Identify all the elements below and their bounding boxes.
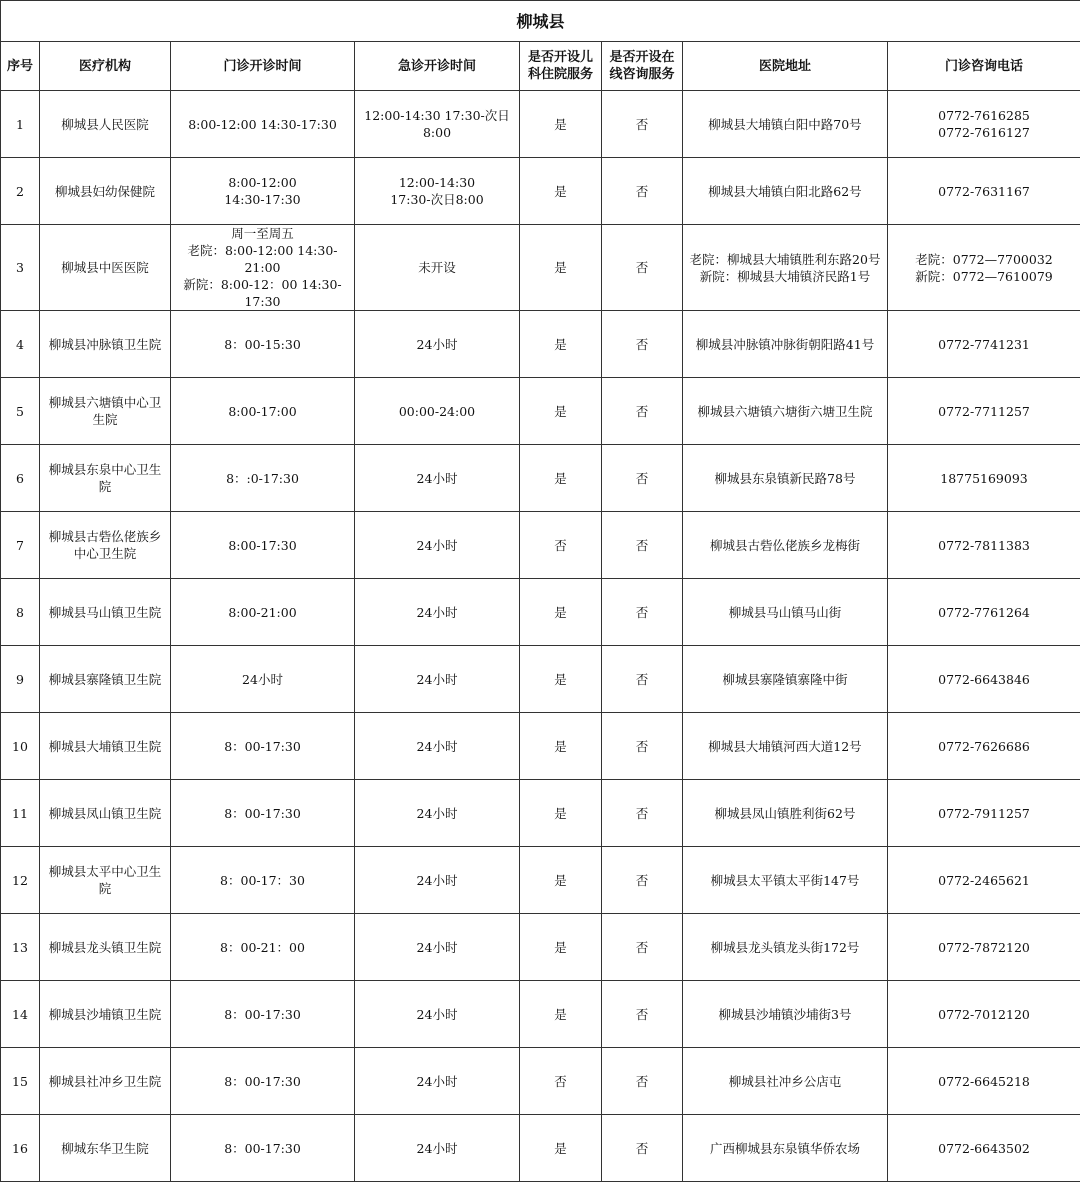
cell-pediatric-inpatient: 是	[520, 225, 602, 311]
table-row	[1, 1115, 1080, 1182]
cell-institution: 柳城县人民医院	[40, 91, 171, 158]
cell-online-consult: 否	[602, 981, 683, 1048]
cell-seq: 15	[1, 1048, 40, 1115]
cell-seq: 6	[1, 445, 40, 512]
table-row	[1, 311, 1080, 378]
cell-emergency-hours: 24小时	[355, 1048, 520, 1115]
cell-outpatient-hours: 8:00-12:00 14:30-17:30	[171, 91, 355, 158]
cell-online-consult: 否	[602, 512, 683, 579]
cell-online-consult: 否	[602, 158, 683, 225]
cell-online-consult: 否	[602, 311, 683, 378]
cell-address: 柳城县龙头镇龙头街172号	[683, 914, 888, 981]
cell-outpatient-hours: 8:00-21:00	[171, 579, 355, 646]
cell-emergency-hours: 24小时	[355, 512, 520, 579]
cell-phone: 0772-7616285 0772-7616127	[888, 91, 1080, 158]
cell-emergency-hours: 24小时	[355, 780, 520, 847]
cell-seq: 3	[1, 225, 40, 311]
cell-institution: 柳城县社冲乡卫生院	[40, 1048, 171, 1115]
table-body	[1, 91, 1080, 1182]
cell-seq: 14	[1, 981, 40, 1048]
cell-outpatient-hours: 8：00-17:30	[171, 1048, 355, 1115]
cell-address: 柳城县太平镇太平街147号	[683, 847, 888, 914]
cell-emergency-hours: 24小时	[355, 445, 520, 512]
table-row	[1, 847, 1080, 914]
cell-seq: 10	[1, 713, 40, 780]
cell-institution: 柳城县龙头镇卫生院	[40, 914, 171, 981]
cell-online-consult: 否	[602, 646, 683, 713]
cell-seq: 16	[1, 1115, 40, 1182]
cell-seq: 9	[1, 646, 40, 713]
cell-pediatric-inpatient: 是	[520, 378, 602, 445]
cell-phone: 0772-7761264	[888, 579, 1080, 646]
cell-phone: 18775169093	[888, 445, 1080, 512]
cell-address: 柳城县马山镇马山街	[683, 579, 888, 646]
cell-outpatient-hours: 8：00-17:30	[171, 981, 355, 1048]
cell-seq: 13	[1, 914, 40, 981]
cell-seq: 11	[1, 780, 40, 847]
cell-pediatric-inpatient: 是	[520, 579, 602, 646]
cell-emergency-hours: 24小时	[355, 646, 520, 713]
cell-emergency-hours: 24小时	[355, 981, 520, 1048]
header-row	[1, 42, 1080, 91]
cell-pediatric-inpatient: 是	[520, 1115, 602, 1182]
cell-phone: 0772-7811383	[888, 512, 1080, 579]
header-phone: 门诊咨询电话	[888, 42, 1080, 91]
cell-seq: 8	[1, 579, 40, 646]
cell-pediatric-inpatient: 是	[520, 914, 602, 981]
table-row	[1, 1048, 1080, 1115]
table-title: 柳城县	[1, 1, 1080, 42]
cell-online-consult: 否	[602, 91, 683, 158]
header-institution: 医疗机构	[40, 42, 171, 91]
cell-outpatient-hours: 8：00-15:30	[171, 311, 355, 378]
cell-seq: 5	[1, 378, 40, 445]
cell-institution: 柳城县大埔镇卫生院	[40, 713, 171, 780]
cell-phone: 0772-7911257	[888, 780, 1080, 847]
table-row	[1, 91, 1080, 158]
cell-phone: 0772-6643846	[888, 646, 1080, 713]
cell-seq: 7	[1, 512, 40, 579]
table-row	[1, 225, 1080, 311]
table-row	[1, 579, 1080, 646]
cell-phone: 老院：0772—7700032 新院：0772—7610079	[888, 225, 1080, 311]
cell-emergency-hours: 24小时	[355, 713, 520, 780]
cell-online-consult: 否	[602, 780, 683, 847]
cell-online-consult: 否	[602, 225, 683, 311]
cell-emergency-hours: 00:00-24:00	[355, 378, 520, 445]
cell-seq: 2	[1, 158, 40, 225]
cell-pediatric-inpatient: 是	[520, 91, 602, 158]
cell-outpatient-hours: 24小时	[171, 646, 355, 713]
cell-institution: 柳城县东泉中心卫生 院	[40, 445, 171, 512]
header-address: 医院地址	[683, 42, 888, 91]
cell-phone: 0772-7631167	[888, 158, 1080, 225]
cell-address: 柳城县寨隆镇寨隆中街	[683, 646, 888, 713]
cell-outpatient-hours: 周一至周五 老院：8:00-12:00 14:30- 21:00 新院：8:00-12：00 14:30- 17:30	[171, 225, 355, 311]
cell-phone: 0772-7711257	[888, 378, 1080, 445]
cell-pediatric-inpatient: 是	[520, 311, 602, 378]
cell-address: 柳城县社冲乡公店屯	[683, 1048, 888, 1115]
cell-institution: 柳城县寨隆镇卫生院	[40, 646, 171, 713]
cell-institution: 柳城县沙埔镇卫生院	[40, 981, 171, 1048]
cell-phone: 0772-7872120	[888, 914, 1080, 981]
cell-institution: 柳城县冲脉镇卫生院	[40, 311, 171, 378]
table-row	[1, 646, 1080, 713]
cell-outpatient-hours: 8:00-17:30	[171, 512, 355, 579]
header-online-consult: 是否开设在 线咨询服务	[602, 42, 683, 91]
cell-emergency-hours: 24小时	[355, 847, 520, 914]
cell-institution: 柳城县古砦仫佬族乡 中心卫生院	[40, 512, 171, 579]
cell-phone: 0772-7626686	[888, 713, 1080, 780]
cell-pediatric-inpatient: 是	[520, 981, 602, 1048]
cell-emergency-hours: 未开设	[355, 225, 520, 311]
cell-institution: 柳城县中医医院	[40, 225, 171, 311]
cell-outpatient-hours: 8:00-17:00	[171, 378, 355, 445]
cell-emergency-hours: 12:00-14:30 17:30-次日8:00	[355, 158, 520, 225]
table-row	[1, 914, 1080, 981]
cell-address: 柳城县六塘镇六塘街六塘卫生院	[683, 378, 888, 445]
cell-outpatient-hours: 8：00-17:30	[171, 713, 355, 780]
table-row	[1, 981, 1080, 1048]
cell-online-consult: 否	[602, 579, 683, 646]
cell-seq: 4	[1, 311, 40, 378]
cell-online-consult: 否	[602, 1115, 683, 1182]
cell-address: 柳城县东泉镇新民路78号	[683, 445, 888, 512]
cell-emergency-hours: 24小时	[355, 311, 520, 378]
header-emergency-hours: 急诊开诊时间	[355, 42, 520, 91]
cell-phone: 0772-7741231	[888, 311, 1080, 378]
table-row	[1, 713, 1080, 780]
header-outpatient-hours: 门诊开诊时间	[171, 42, 355, 91]
cell-institution: 柳城县太平中心卫生 院	[40, 847, 171, 914]
cell-pediatric-inpatient: 是	[520, 445, 602, 512]
cell-online-consult: 否	[602, 378, 683, 445]
cell-outpatient-hours: 8：00-17：30	[171, 847, 355, 914]
cell-pediatric-inpatient: 否	[520, 1048, 602, 1115]
cell-pediatric-inpatient: 是	[520, 646, 602, 713]
cell-online-consult: 否	[602, 914, 683, 981]
cell-institution: 柳城县凤山镇卫生院	[40, 780, 171, 847]
cell-address: 柳城县冲脉镇冲脉街朝阳路41号	[683, 311, 888, 378]
cell-phone: 0772-7012120	[888, 981, 1080, 1048]
cell-pediatric-inpatient: 否	[520, 512, 602, 579]
table-row	[1, 378, 1080, 445]
cell-institution: 柳城东华卫生院	[40, 1115, 171, 1182]
cell-outpatient-hours: 8:00-12:00 14:30-17:30	[171, 158, 355, 225]
cell-outpatient-hours: 8：:0-17:30	[171, 445, 355, 512]
table-row	[1, 445, 1080, 512]
cell-address: 柳城县大埔镇白阳中路70号	[683, 91, 888, 158]
cell-address: 老院：柳城县大埔镇胜利东路20号 新院：柳城县大埔镇济民路1号	[683, 225, 888, 311]
cell-outpatient-hours: 8：00-17:30	[171, 1115, 355, 1182]
cell-address: 柳城县沙埔镇沙埔街3号	[683, 981, 888, 1048]
cell-seq: 12	[1, 847, 40, 914]
cell-address: 柳城县古砦仫佬族乡龙梅街	[683, 512, 888, 579]
cell-institution: 柳城县马山镇卫生院	[40, 579, 171, 646]
cell-phone: 0772-6645218	[888, 1048, 1080, 1115]
table-row	[1, 158, 1080, 225]
table-row	[1, 780, 1080, 847]
cell-emergency-hours: 24小时	[355, 914, 520, 981]
cell-seq: 1	[1, 91, 40, 158]
cell-pediatric-inpatient: 是	[520, 713, 602, 780]
cell-phone: 0772-6643502	[888, 1115, 1080, 1182]
cell-online-consult: 否	[602, 847, 683, 914]
cell-address: 柳城县凤山镇胜利街62号	[683, 780, 888, 847]
cell-address: 柳城县大埔镇河西大道12号	[683, 713, 888, 780]
cell-institution: 柳城县六塘镇中心卫 生院	[40, 378, 171, 445]
cell-address: 广西柳城县东泉镇华侨农场	[683, 1115, 888, 1182]
cell-address: 柳城县大埔镇白阳北路62号	[683, 158, 888, 225]
cell-pediatric-inpatient: 是	[520, 847, 602, 914]
cell-institution: 柳城县妇幼保健院	[40, 158, 171, 225]
cell-emergency-hours: 24小时	[355, 579, 520, 646]
cell-online-consult: 否	[602, 445, 683, 512]
cell-pediatric-inpatient: 是	[520, 780, 602, 847]
table-row	[1, 512, 1080, 579]
cell-online-consult: 否	[602, 1048, 683, 1115]
header-pediatric-inpatient: 是否开设儿 科住院服务	[520, 42, 602, 91]
cell-online-consult: 否	[602, 713, 683, 780]
header-seq: 序号	[1, 42, 40, 91]
cell-outpatient-hours: 8：00-17:30	[171, 780, 355, 847]
cell-pediatric-inpatient: 是	[520, 158, 602, 225]
cell-outpatient-hours: 8：00-21：00	[171, 914, 355, 981]
cell-phone: 0772-2465621	[888, 847, 1080, 914]
cell-emergency-hours: 12:00-14:30 17:30-次日 8:00	[355, 91, 520, 158]
cell-emergency-hours: 24小时	[355, 1115, 520, 1182]
